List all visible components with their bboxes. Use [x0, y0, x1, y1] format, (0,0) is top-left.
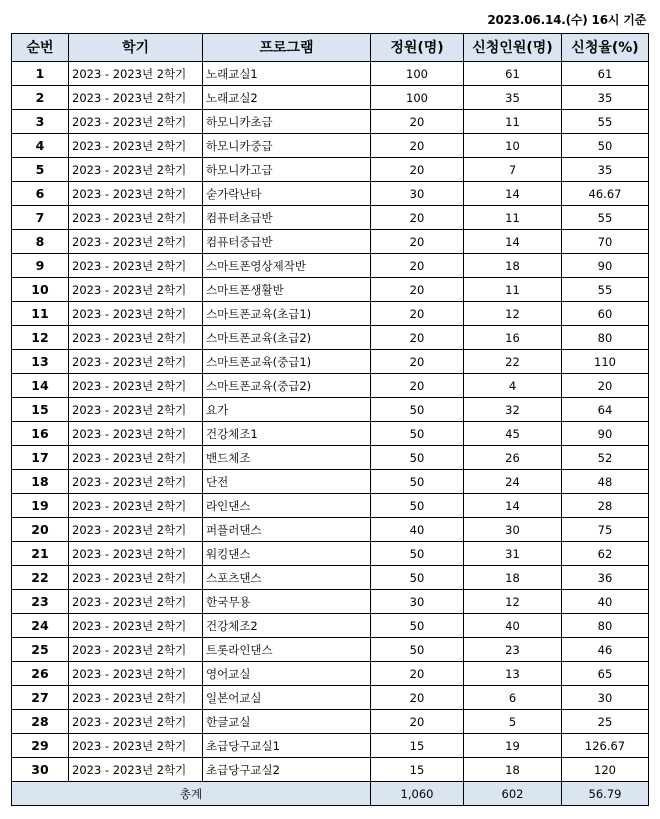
cell-program: 한글교실 [203, 710, 371, 734]
total-applicants: 602 [464, 782, 562, 806]
cell-applicants: 14 [464, 494, 562, 518]
cell-semester: 2023 - 2023년 2학기 [69, 662, 203, 686]
cell-semester: 2023 - 2023년 2학기 [69, 566, 203, 590]
cell-capacity: 20 [371, 206, 464, 230]
cell-capacity: 20 [371, 302, 464, 326]
cell-no: 9 [12, 254, 69, 278]
cell-semester: 2023 - 2023년 2학기 [69, 374, 203, 398]
cell-no: 15 [12, 398, 69, 422]
cell-no: 25 [12, 638, 69, 662]
cell-program: 컴퓨터중급반 [203, 230, 371, 254]
header-semester: 학기 [69, 34, 203, 62]
cell-capacity: 50 [371, 614, 464, 638]
table-row [12, 158, 649, 182]
cell-no: 26 [12, 662, 69, 686]
cell-program: 건강체조1 [203, 422, 371, 446]
cell-program: 요가 [203, 398, 371, 422]
table-row [12, 326, 649, 350]
cell-applicants: 61 [464, 62, 562, 86]
cell-program: 초급당구교실1 [203, 734, 371, 758]
cell-no: 18 [12, 470, 69, 494]
cell-applicants: 23 [464, 638, 562, 662]
cell-no: 8 [12, 230, 69, 254]
cell-capacity: 20 [371, 374, 464, 398]
cell-no: 4 [12, 134, 69, 158]
cell-semester: 2023 - 2023년 2학기 [69, 686, 203, 710]
cell-rate: 80 [562, 614, 649, 638]
cell-applicants: 18 [464, 254, 562, 278]
cell-capacity: 50 [371, 542, 464, 566]
cell-applicants: 14 [464, 182, 562, 206]
cell-semester: 2023 - 2023년 2학기 [69, 614, 203, 638]
cell-applicants: 18 [464, 566, 562, 590]
cell-program: 스마트폰교육(중급2) [203, 374, 371, 398]
cell-capacity: 30 [371, 182, 464, 206]
cell-rate: 90 [562, 254, 649, 278]
cell-program: 스마트폰교육(초급1) [203, 302, 371, 326]
total-capacity: 1,060 [371, 782, 464, 806]
cell-capacity: 100 [371, 62, 464, 86]
table-row [12, 734, 649, 758]
cell-semester: 2023 - 2023년 2학기 [69, 350, 203, 374]
cell-no: 13 [12, 350, 69, 374]
cell-program: 숟가락난타 [203, 182, 371, 206]
table-row [12, 614, 649, 638]
table-row [12, 446, 649, 470]
cell-semester: 2023 - 2023년 2학기 [69, 590, 203, 614]
cell-program: 하모니카중급 [203, 134, 371, 158]
table-row [12, 542, 649, 566]
cell-applicants: 18 [464, 758, 562, 782]
table-row [12, 758, 649, 782]
cell-program: 트롯라인댄스 [203, 638, 371, 662]
cell-capacity: 20 [371, 134, 464, 158]
cell-rate: 25 [562, 710, 649, 734]
cell-program: 퍼플러댄스 [203, 518, 371, 542]
cell-semester: 2023 - 2023년 2학기 [69, 638, 203, 662]
cell-applicants: 24 [464, 470, 562, 494]
cell-rate: 35 [562, 86, 649, 110]
cell-rate: 52 [562, 446, 649, 470]
cell-rate: 65 [562, 662, 649, 686]
table-row [12, 638, 649, 662]
cell-rate: 20 [562, 374, 649, 398]
cell-no: 23 [12, 590, 69, 614]
cell-semester: 2023 - 2023년 2학기 [69, 542, 203, 566]
header-no: 순번 [12, 34, 69, 62]
cell-capacity: 20 [371, 350, 464, 374]
cell-program: 건강체조2 [203, 614, 371, 638]
cell-rate: 55 [562, 278, 649, 302]
table-row [12, 398, 649, 422]
cell-semester: 2023 - 2023년 2학기 [69, 278, 203, 302]
table-body [12, 62, 649, 782]
cell-no: 28 [12, 710, 69, 734]
cell-rate: 55 [562, 110, 649, 134]
cell-rate: 70 [562, 230, 649, 254]
table-row [12, 590, 649, 614]
cell-rate: 46.67 [562, 182, 649, 206]
table-row [12, 686, 649, 710]
cell-capacity: 30 [371, 590, 464, 614]
cell-no: 6 [12, 182, 69, 206]
cell-capacity: 20 [371, 686, 464, 710]
cell-program: 스마트폰영상제작반 [203, 254, 371, 278]
cell-rate: 40 [562, 590, 649, 614]
cell-rate: 55 [562, 206, 649, 230]
cell-capacity: 50 [371, 494, 464, 518]
cell-capacity: 15 [371, 734, 464, 758]
table-header-row [12, 34, 649, 62]
cell-applicants: 5 [464, 710, 562, 734]
table-row [12, 518, 649, 542]
cell-no: 17 [12, 446, 69, 470]
cell-no: 20 [12, 518, 69, 542]
table-row [12, 134, 649, 158]
cell-program: 밴드체조 [203, 446, 371, 470]
table-row [12, 374, 649, 398]
cell-program: 하모니카초급 [203, 110, 371, 134]
cell-capacity: 20 [371, 326, 464, 350]
cell-semester: 2023 - 2023년 2학기 [69, 182, 203, 206]
cell-semester: 2023 - 2023년 2학기 [69, 398, 203, 422]
timestamp: 2023.06.14.(수) 16시 기준 [487, 13, 646, 27]
cell-applicants: 32 [464, 398, 562, 422]
cell-rate: 60 [562, 302, 649, 326]
table-row [12, 86, 649, 110]
cell-applicants: 16 [464, 326, 562, 350]
cell-semester: 2023 - 2023년 2학기 [69, 206, 203, 230]
total-rate: 56.79 [562, 782, 649, 806]
cell-semester: 2023 - 2023년 2학기 [69, 446, 203, 470]
table-row [12, 278, 649, 302]
cell-semester: 2023 - 2023년 2학기 [69, 422, 203, 446]
cell-applicants: 31 [464, 542, 562, 566]
cell-capacity: 40 [371, 518, 464, 542]
cell-applicants: 45 [464, 422, 562, 446]
cell-no: 2 [12, 86, 69, 110]
table-row [12, 182, 649, 206]
cell-semester: 2023 - 2023년 2학기 [69, 758, 203, 782]
cell-rate: 110 [562, 350, 649, 374]
cell-program: 노래교실1 [203, 62, 371, 86]
cell-capacity: 100 [371, 86, 464, 110]
cell-no: 7 [12, 206, 69, 230]
cell-semester: 2023 - 2023년 2학기 [69, 62, 203, 86]
cell-semester: 2023 - 2023년 2학기 [69, 86, 203, 110]
header-capacity: 정원(명) [371, 34, 464, 62]
cell-semester: 2023 - 2023년 2학기 [69, 134, 203, 158]
cell-applicants: 6 [464, 686, 562, 710]
cell-semester: 2023 - 2023년 2학기 [69, 254, 203, 278]
table-row [12, 494, 649, 518]
cell-capacity: 20 [371, 278, 464, 302]
cell-program: 노래교실2 [203, 86, 371, 110]
cell-semester: 2023 - 2023년 2학기 [69, 470, 203, 494]
cell-no: 11 [12, 302, 69, 326]
cell-no: 12 [12, 326, 69, 350]
cell-capacity: 50 [371, 446, 464, 470]
cell-semester: 2023 - 2023년 2학기 [69, 518, 203, 542]
cell-applicants: 40 [464, 614, 562, 638]
cell-capacity: 20 [371, 230, 464, 254]
table-row [12, 422, 649, 446]
cell-rate: 120 [562, 758, 649, 782]
table-row [12, 470, 649, 494]
cell-capacity: 20 [371, 158, 464, 182]
cell-no: 30 [12, 758, 69, 782]
cell-program: 하모니카고급 [203, 158, 371, 182]
cell-rate: 35 [562, 158, 649, 182]
cell-rate: 46 [562, 638, 649, 662]
cell-no: 24 [12, 614, 69, 638]
cell-program: 단전 [203, 470, 371, 494]
total-row [12, 782, 649, 806]
cell-applicants: 30 [464, 518, 562, 542]
cell-applicants: 22 [464, 350, 562, 374]
table-row [12, 350, 649, 374]
header-rate: 신청율(%) [562, 34, 649, 62]
cell-semester: 2023 - 2023년 2학기 [69, 110, 203, 134]
cell-capacity: 50 [371, 470, 464, 494]
cell-capacity: 20 [371, 710, 464, 734]
cell-program: 스마트폰생활반 [203, 278, 371, 302]
cell-program: 스마트폰교육(초급2) [203, 326, 371, 350]
cell-rate: 48 [562, 470, 649, 494]
cell-applicants: 4 [464, 374, 562, 398]
header-program: 프로그램 [203, 34, 371, 62]
cell-rate: 75 [562, 518, 649, 542]
cell-applicants: 12 [464, 302, 562, 326]
cell-rate: 62 [562, 542, 649, 566]
cell-applicants: 10 [464, 134, 562, 158]
table-row [12, 302, 649, 326]
cell-no: 5 [12, 158, 69, 182]
cell-capacity: 50 [371, 638, 464, 662]
cell-no: 1 [12, 62, 69, 86]
cell-applicants: 26 [464, 446, 562, 470]
cell-rate: 64 [562, 398, 649, 422]
total-label: 총계 [12, 782, 371, 806]
cell-no: 16 [12, 422, 69, 446]
cell-program: 영어교실 [203, 662, 371, 686]
cell-rate: 61 [562, 62, 649, 86]
cell-semester: 2023 - 2023년 2학기 [69, 326, 203, 350]
cell-rate: 36 [562, 566, 649, 590]
table-row [12, 254, 649, 278]
cell-no: 21 [12, 542, 69, 566]
cell-program: 스마트폰교육(중급1) [203, 350, 371, 374]
cell-no: 3 [12, 110, 69, 134]
cell-rate: 28 [562, 494, 649, 518]
header-applicants: 신청인원(명) [464, 34, 562, 62]
cell-capacity: 20 [371, 254, 464, 278]
cell-capacity: 20 [371, 662, 464, 686]
cell-applicants: 11 [464, 278, 562, 302]
cell-program: 컴퓨터초급반 [203, 206, 371, 230]
cell-applicants: 35 [464, 86, 562, 110]
table-row [12, 62, 649, 86]
cell-rate: 126.67 [562, 734, 649, 758]
cell-no: 29 [12, 734, 69, 758]
cell-applicants: 19 [464, 734, 562, 758]
enrollment-table [11, 33, 649, 806]
cell-semester: 2023 - 2023년 2학기 [69, 710, 203, 734]
cell-capacity: 50 [371, 422, 464, 446]
cell-capacity: 50 [371, 566, 464, 590]
cell-program: 초급당구교실2 [203, 758, 371, 782]
cell-program: 스포츠댄스 [203, 566, 371, 590]
cell-applicants: 11 [464, 110, 562, 134]
cell-applicants: 13 [464, 662, 562, 686]
cell-semester: 2023 - 2023년 2학기 [69, 494, 203, 518]
table-row [12, 206, 649, 230]
cell-rate: 30 [562, 686, 649, 710]
table-row [12, 566, 649, 590]
cell-no: 14 [12, 374, 69, 398]
cell-applicants: 14 [464, 230, 562, 254]
cell-rate: 50 [562, 134, 649, 158]
cell-no: 10 [12, 278, 69, 302]
cell-program: 워킹댄스 [203, 542, 371, 566]
table-row [12, 662, 649, 686]
cell-program: 일본어교실 [203, 686, 371, 710]
table-row [12, 110, 649, 134]
cell-semester: 2023 - 2023년 2학기 [69, 734, 203, 758]
cell-program: 한국무용 [203, 590, 371, 614]
cell-applicants: 11 [464, 206, 562, 230]
cell-applicants: 7 [464, 158, 562, 182]
cell-capacity: 15 [371, 758, 464, 782]
cell-semester: 2023 - 2023년 2학기 [69, 158, 203, 182]
cell-semester: 2023 - 2023년 2학기 [69, 302, 203, 326]
cell-rate: 90 [562, 422, 649, 446]
table-row [12, 230, 649, 254]
cell-program: 라인댄스 [203, 494, 371, 518]
cell-no: 19 [12, 494, 69, 518]
cell-no: 27 [12, 686, 69, 710]
cell-semester: 2023 - 2023년 2학기 [69, 230, 203, 254]
cell-no: 22 [12, 566, 69, 590]
cell-applicants: 12 [464, 590, 562, 614]
cell-rate: 80 [562, 326, 649, 350]
cell-capacity: 20 [371, 110, 464, 134]
table-row [12, 710, 649, 734]
cell-capacity: 50 [371, 398, 464, 422]
